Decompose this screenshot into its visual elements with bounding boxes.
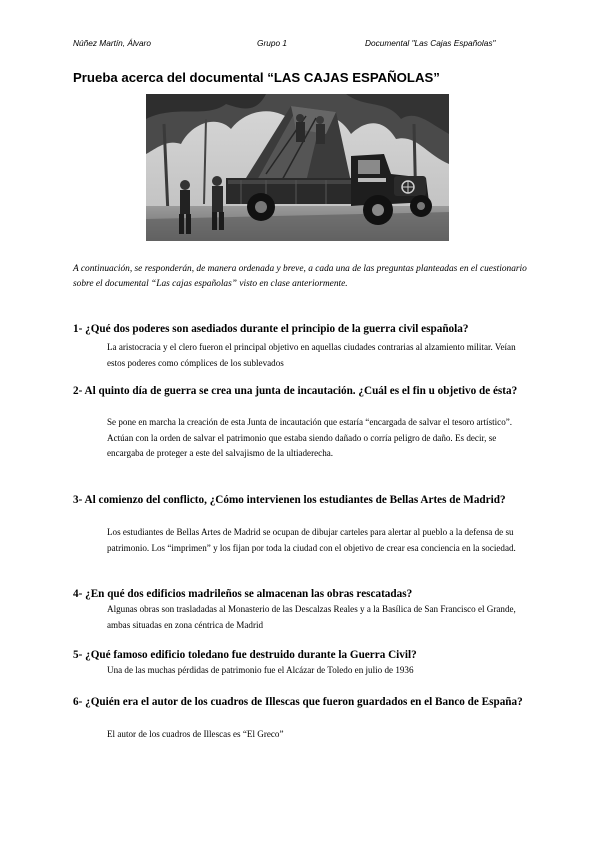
- answer-4: Algunas obras son trasladadas al Monasterio de las Descalzas Reales y a la Basílica de San Francisco el Grande, ambas situadas en zona céntrica de Madrid: [107, 604, 516, 630]
- header-document: Documental "Las Cajas Españolas": [365, 38, 496, 48]
- question-2: 2- Al quinto día de guerra se crea una junta de incautación. ¿Cuál es el fin u objetivo de ésta?: [73, 385, 518, 397]
- answer-3: Los estudiantes de Bellas Artes de Madrid se ocupan de dibujar carteles para alertar al pueblo a la defensa de su patrimonio. Los “imprimen” y los fijan por toda la ciudad con el objetivo de crear esa conciencia en la sociedad.: [107, 527, 516, 553]
- answer-5: Una de las muchas pérdidas de patrimonio fue el Alcázar de Toledo en julio de 1936: [107, 665, 414, 675]
- question-3: 3- Al comienzo del conflicto, ¿Cómo intervienen los estudiantes de Bellas Artes de Madrid?: [73, 494, 506, 506]
- answer-2: Se pone en marcha la creación de esta Junta de incautación que estaría “encargada de salvar el tesoro artístico”. Actúan con la orden de salvar el patrimonio que estaba siendo dañado o corría peligro de daño. Es decir, se encargaba de proteger a este del salvajismo de la ultiaderecha.: [107, 417, 513, 459]
- question-6: 6- ¿Quién era el autor de los cuadros de Illescas que fueron guardados en el Banco de España?: [73, 696, 523, 708]
- question-4: 4- ¿En qué dos edificios madrileños se almacenan las obras rescatadas?: [73, 588, 413, 600]
- answer-1: La aristocracia y el clero fueron el principal objetivo en aquellas ciudades contrarias al alzamiento militar. Veían estos poderes como cómplices de los sublevados: [107, 342, 516, 368]
- intro-paragraph: A continuación, se responderán, de manera ordenada y breve, a cada una de las preguntas planteadas en el cuestionario sobre el documental “Las cajas españolas” visto en clase anteriormente.: [73, 264, 527, 290]
- question-5: 5- ¿Qué famoso edificio toledano fue destruido durante la Guerra Civil?: [73, 649, 417, 661]
- answer-6: El autor de los cuadros de Illescas es “El Greco”: [107, 729, 284, 739]
- page-header: [73, 38, 527, 50]
- page-title: Prueba acerca del documental “LAS CAJAS ESPAÑOLAS”: [73, 70, 440, 85]
- truck-photo: [146, 94, 449, 241]
- header-group: Grupo 1: [257, 38, 287, 48]
- header-author: Núñez Martín, Álvaro: [73, 38, 151, 48]
- question-1: 1- ¿Qué dos poderes son asediados durante el principio de la guerra civil española?: [73, 323, 469, 335]
